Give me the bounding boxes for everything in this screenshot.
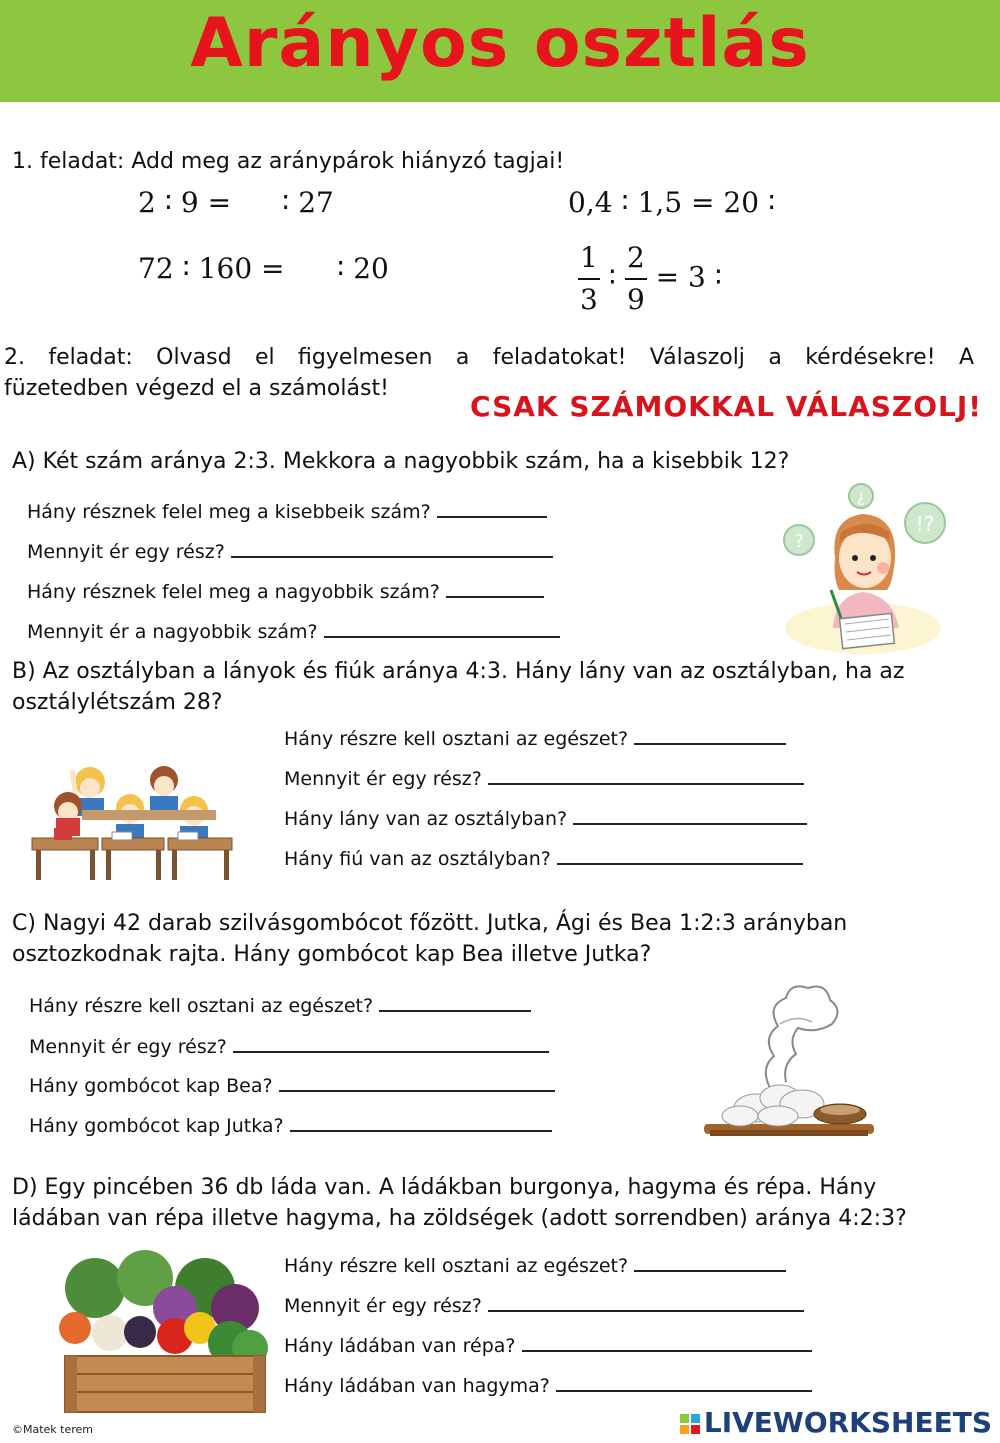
task1-eq2-right: ∶ 20	[337, 252, 389, 285]
fraction-numerator: 2	[625, 238, 647, 280]
answer-blank[interactable]	[573, 805, 807, 825]
partC-q2-label: Mennyit ér egy rész?	[29, 1036, 227, 1058]
partB-question-line2: osztálylétszám 28?	[12, 690, 223, 715]
partC-q4	[29, 1112, 552, 1139]
task1-heading: 1. feladat: Add meg az aránypárok hiányzó tagjai!	[12, 149, 565, 174]
partD-q1	[284, 1252, 786, 1279]
warning-text: CSAK SZÁMOKKAL VÁLASZOLJ!	[470, 390, 983, 423]
partA-q4-label: Mennyit ér a nagyobbik szám?	[27, 621, 318, 643]
partB-question-line1: B) Az osztályban a lányok és fiúk aránya 4:3. Hány lány van az osztályban, ha az	[12, 659, 905, 684]
task1-eq1-right: ∶ 27	[282, 186, 334, 219]
partD-q4	[284, 1372, 812, 1399]
task1-eq4	[578, 238, 722, 320]
bubble-question-small: ¿	[857, 488, 865, 506]
equation-rest: = 3 ∶	[655, 260, 723, 294]
partB-q4	[284, 845, 803, 872]
classroom-illustration	[28, 758, 238, 888]
partC-q4-label: Hány gombócot kap Jutka?	[29, 1115, 284, 1137]
dumplings-illustration	[700, 978, 880, 1148]
page-title: Arányos osztlás	[190, 4, 810, 83]
partC-q1	[29, 992, 531, 1019]
bubble-exclaim: !?	[915, 512, 935, 536]
task1-eq2-left: 72 ∶ 160 =	[138, 252, 285, 285]
answer-blank[interactable]	[233, 1033, 549, 1053]
partB-q2-label: Mennyit ér egy rész?	[284, 768, 482, 790]
fraction-denominator: 9	[626, 283, 645, 316]
vegetable-crate-illustration	[35, 1248, 285, 1418]
answer-blank[interactable]	[231, 538, 553, 558]
thinking-girl-illustration	[775, 478, 950, 656]
partB-q1-label: Hány részre kell osztani az egészet?	[284, 728, 629, 750]
answer-blank[interactable]	[437, 498, 547, 518]
partA-q3	[27, 578, 544, 605]
answer-blank[interactable]	[379, 992, 531, 1012]
answer-blank[interactable]	[634, 725, 786, 745]
partA-q4	[27, 618, 560, 645]
partC-q3	[29, 1072, 555, 1099]
partB-q3	[284, 805, 807, 832]
fraction-numerator: 1	[578, 238, 600, 280]
answer-blank[interactable]	[488, 1292, 804, 1312]
ratio-sign: ∶	[608, 260, 617, 294]
answer-blank[interactable]	[634, 1252, 786, 1272]
task1-eq3: 0,4 ∶ 1,5 = 20 ∶	[568, 186, 776, 219]
partC-q3-label: Hány gombócot kap Bea?	[29, 1075, 273, 1097]
partD-q1-label: Hány részre kell osztani az egészet?	[284, 1255, 629, 1277]
answer-blank[interactable]	[324, 618, 560, 638]
answer-blank[interactable]	[279, 1072, 555, 1092]
liveworksheets-logo[interactable]	[680, 1406, 992, 1439]
answer-blank[interactable]	[556, 1372, 812, 1392]
partC-q1-label: Hány részre kell osztani az egészet?	[29, 995, 374, 1017]
answer-blank[interactable]	[446, 578, 544, 598]
partD-q2-label: Mennyit ér egy rész?	[284, 1295, 482, 1317]
brand-name: LIVEWORKSHEETS	[703, 1406, 992, 1439]
partA-question: A) Két szám aránya 2:3. Mekkora a nagyobbik szám, ha a kisebbik 12?	[12, 449, 790, 474]
task1-eq1-left: 2 ∶ 9 =	[138, 186, 232, 219]
bubble-question: ?	[794, 531, 804, 552]
answer-blank[interactable]	[290, 1112, 552, 1132]
partB-q4-label: Hány fiú van az osztályban?	[284, 848, 551, 870]
partD-q3	[284, 1332, 812, 1359]
answer-blank[interactable]	[557, 845, 803, 865]
partA-q2-label: Mennyit ér egy rész?	[27, 541, 225, 563]
partB-q1	[284, 725, 786, 752]
copyright-text: ©Matek terem	[12, 1423, 94, 1436]
fraction-denominator: 3	[580, 283, 598, 316]
partA-q1	[27, 498, 547, 525]
partA-q2	[27, 538, 553, 565]
answer-blank[interactable]	[522, 1332, 812, 1352]
partD-q4-label: Hány ládában van hagyma?	[284, 1375, 550, 1397]
partD-q2	[284, 1292, 804, 1319]
answer-blank[interactable]	[488, 765, 804, 785]
partA-q3-label: Hány résznek felel meg a nagyobbik szám?	[27, 581, 440, 603]
task2-heading-line1: 2. feladat: Olvasd el figyelmesen a feladatokat! Válaszolj a kérdésekre! A	[4, 345, 974, 370]
partC-question-line1: C) Nagyi 42 darab szilvásgombócot főzött. Jutka, Ági és Bea 1:2:3 arányban	[12, 911, 848, 936]
partB-q3-label: Hány lány van az osztályban?	[284, 808, 568, 830]
liveworksheets-icon	[680, 1414, 700, 1434]
partC-q2	[29, 1033, 549, 1060]
partA-q1-label: Hány résznek felel meg a kisebbeik szám?	[27, 501, 431, 523]
task2-heading-line2: füzetedben végezd el a számolást!	[4, 376, 389, 401]
partD-q3-label: Hány ládában van répa?	[284, 1335, 516, 1357]
fraction-two-ninths	[625, 238, 647, 320]
partB-q2	[284, 765, 804, 792]
partD-question-line2: ládában van répa illetve hagyma, ha zöldségek (adott sorrendben) aránya 4:2:3?	[12, 1206, 907, 1231]
fraction-one-third	[578, 238, 600, 320]
partD-question-line1: D) Egy pincében 36 db láda van. A ládákban burgonya, hagyma és répa. Hány	[12, 1175, 877, 1200]
partC-question-line2: osztozkodnak rajta. Hány gombócot kap Bea illetve Jutka?	[12, 942, 652, 967]
